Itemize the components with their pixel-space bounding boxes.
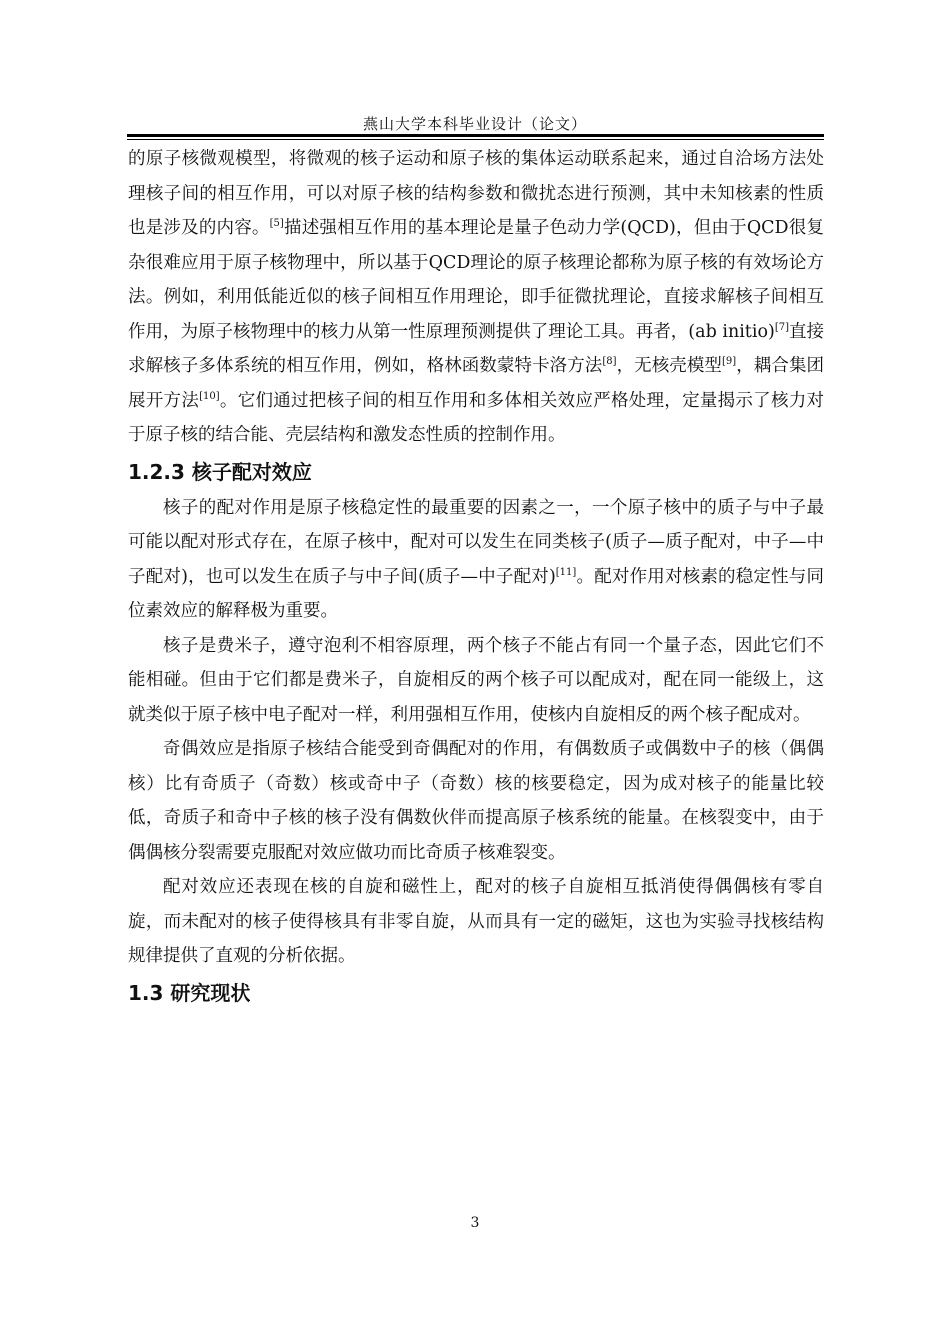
paragraph-1 (128, 142, 824, 453)
citation-8: [8] (602, 356, 617, 367)
header-rule-thin (127, 139, 824, 140)
paragraph-text: 。它们通过把核子间的相互作用和多体相关效应严格处理，定量揭示了核力对于原子核的结合能、壳层结构和激发态性质的控制作用。 (128, 390, 825, 445)
section-heading-1-3: 1.3 研究现状 (128, 980, 251, 1005)
paragraph-5: 配对效应还表现在核的自旋和磁性上，配对的核子自旋相互抵消使得偶偶核有零自旋，而未配对的核子使得核具有非零自旋，从而具有一定的磁矩，这也为实验寻找核结构规律提供了直观的分析依据。 (128, 877, 824, 966)
paragraph-text: 描述强相互作用的基本理论是量子色动力学(QCD)，但由于QCD很复杂很难应用于原子核物理中，所以基于QCD理论的原子核理论都称为原子核的有效场论方法。例如，利用低能近似的核子间相互作用理论，即手征微扰理论，直接求解核子间相互作用，为原子核物理中的核力从第一性原理预测提供了理论工具。再者，(ab initio) (128, 218, 824, 342)
paragraph-text: ，无核壳模型 (616, 356, 722, 376)
citation-11: [11] (555, 566, 577, 578)
page-header-title: 燕山大学本科毕业设计（论文） (362, 115, 587, 133)
citation-10: [10] (199, 390, 220, 402)
paragraph-4: 奇偶效应是指原子核结合能受到奇偶配对的作用，有偶数质子或偶数中子的核（偶偶核）比有奇质子（奇数）核或奇中子（奇数）核的核要稳定，因为成对核子的能量比较低，奇质子和奇中子核的核子没有偶数伙伴而提高原子核系统的能量。在核裂变中，由于偶偶核分裂需要克服配对效应做功而比奇质子核难裂变。 (128, 739, 824, 863)
header-rule-thick (127, 134, 824, 137)
page-body (128, 142, 824, 1012)
paragraph-3: 核子是费米子，遵守泡利不相容原理，两个核子不能占有同一个量子态，因此它们不能相碰。但由于它们都是费米子，自旋相反的两个核子可以配成对，配在同一能级上，这就类似于原子核中电子配对一样，利用强相互作用，使核内自旋相反的两个核子配成对。 (128, 635, 824, 725)
section-heading-1-2-3: 1.2.3 核子配对效应 (128, 459, 312, 484)
paragraph-text: 核子的配对作用是原子核稳定性的最重要的因素之一，一个原子核中的质子与中子最可能以配对形式存在，在原子核中，配对可以发生在同类核子(质子—质子配对，中子—中子配对)，也可以发生在质子与中子间(质子—中子配对) (128, 497, 824, 587)
citation-9: [9] (722, 356, 737, 367)
paragraph-text: ，耦合集团展开方法 (128, 356, 825, 411)
citation-5: [5] (269, 218, 284, 229)
paragraph-text: 。配对作用对核素的稳定性与同位素效应的解释极为重要。 (128, 566, 824, 621)
paragraph-text: 直接求解核子多体系统的相互作用，例如，格林函数蒙特卡洛方法 (128, 321, 825, 376)
paragraph-text: 的原子核微观模型，将微观的核子运动和原子核的集体运动联系起来，通过自洽场方法处理核子间的相互作用，可以对原子核的结构参数和微扰态进行预测，其中未知核素的性质也是涉及的内容。 (128, 149, 824, 238)
paragraph-2 (128, 491, 824, 629)
page-number: 3 (470, 1215, 480, 1231)
citation-7: [7] (774, 321, 789, 333)
